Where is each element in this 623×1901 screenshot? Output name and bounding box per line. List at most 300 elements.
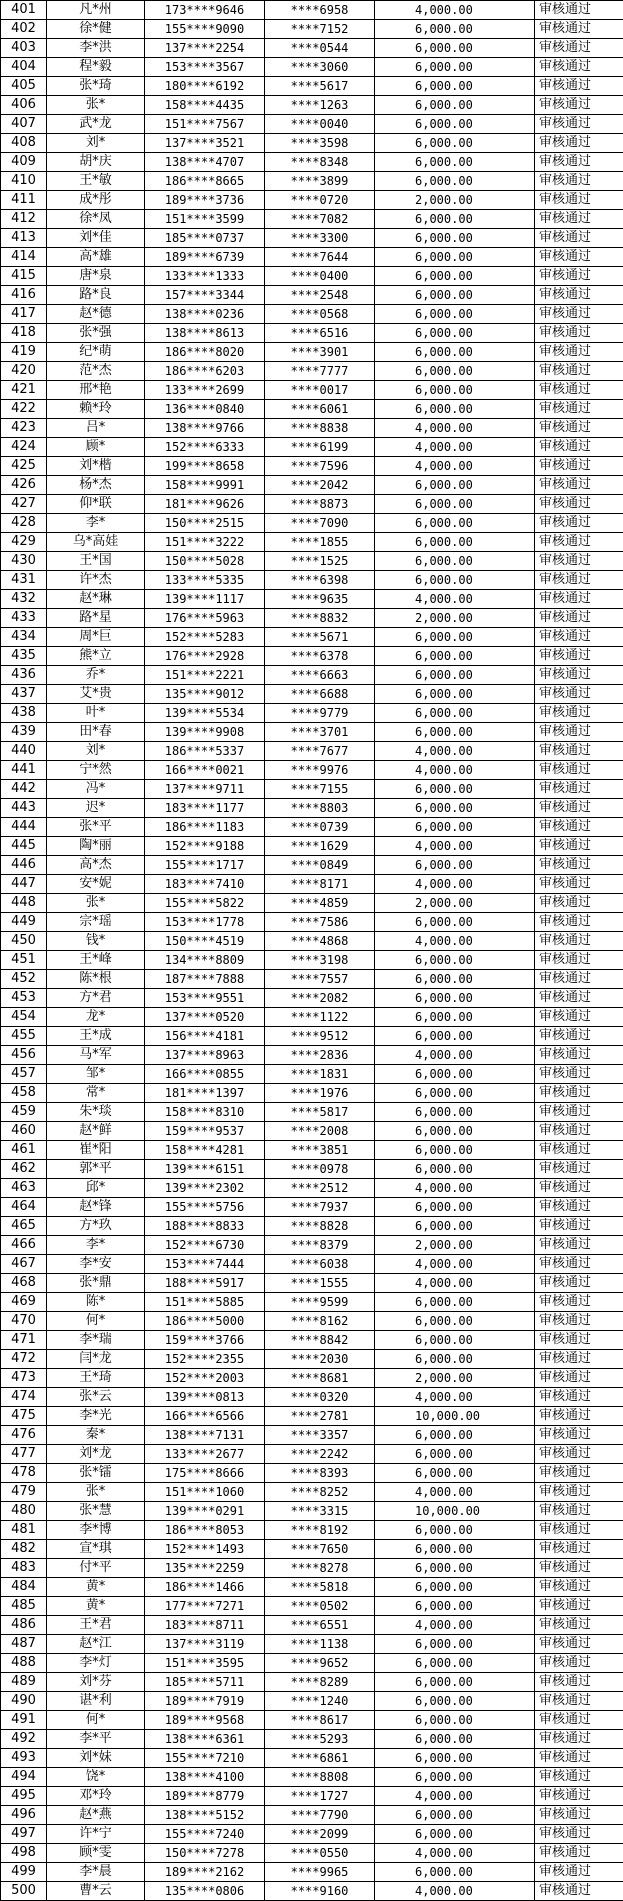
phone-number: 183****1177 xyxy=(145,799,265,818)
table-row xyxy=(1,1103,623,1122)
account-number: ****2548 xyxy=(265,286,375,305)
amount: 6,000.00 xyxy=(375,1217,535,1236)
table-row xyxy=(1,1806,623,1825)
amount: 6,000.00 xyxy=(375,1559,535,1578)
applicant-name: 王*琦 xyxy=(47,1369,145,1388)
status-text: 审核通过 xyxy=(535,1274,623,1293)
row-number: 419 xyxy=(1,343,47,362)
row-number: 415 xyxy=(1,267,47,286)
row-number: 463 xyxy=(1,1179,47,1198)
row-number: 432 xyxy=(1,590,47,609)
applicant-name: 刘*佳 xyxy=(47,229,145,248)
row-number: 454 xyxy=(1,1008,47,1027)
account-number: ****2242 xyxy=(265,1445,375,1464)
row-number: 465 xyxy=(1,1217,47,1236)
row-number: 424 xyxy=(1,438,47,457)
row-number: 485 xyxy=(1,1597,47,1616)
status-text: 审核通过 xyxy=(535,134,623,153)
amount: 6,000.00 xyxy=(375,229,535,248)
table-row xyxy=(1,685,623,704)
row-number: 414 xyxy=(1,248,47,267)
account-number: ****0400 xyxy=(265,267,375,286)
phone-number: 186****5337 xyxy=(145,742,265,761)
account-number: ****7937 xyxy=(265,1198,375,1217)
amount: 4,000.00 xyxy=(375,1,535,20)
status-text: 审核通过 xyxy=(535,1046,623,1065)
phone-number: 135****2259 xyxy=(145,1559,265,1578)
applicant-name: 赵*锋 xyxy=(47,1198,145,1217)
status-text: 审核通过 xyxy=(535,1882,623,1901)
applicant-name: 凡*州 xyxy=(47,1,145,20)
amount: 6,000.00 xyxy=(375,685,535,704)
account-number: ****0720 xyxy=(265,191,375,210)
phone-number: 152****6333 xyxy=(145,438,265,457)
status-text: 审核通过 xyxy=(535,856,623,875)
amount: 4,000.00 xyxy=(375,1046,535,1065)
amount: 4,000.00 xyxy=(375,742,535,761)
status-text: 审核通过 xyxy=(535,1084,623,1103)
row-number: 439 xyxy=(1,723,47,742)
status-text: 审核通过 xyxy=(535,1331,623,1350)
table-row xyxy=(1,1141,623,1160)
phone-number: 186****1183 xyxy=(145,818,265,837)
row-number: 443 xyxy=(1,799,47,818)
table-row xyxy=(1,96,623,115)
phone-number: 138****7131 xyxy=(145,1426,265,1445)
table-row xyxy=(1,58,623,77)
status-text: 审核通过 xyxy=(535,20,623,39)
phone-number: 159****3766 xyxy=(145,1331,265,1350)
amount: 6,000.00 xyxy=(375,1730,535,1749)
table-row xyxy=(1,1407,623,1426)
phone-number: 153****1778 xyxy=(145,913,265,932)
amount: 4,000.00 xyxy=(375,419,535,438)
applicant-name: 唐*泉 xyxy=(47,267,145,286)
amount: 6,000.00 xyxy=(375,324,535,343)
amount: 6,000.00 xyxy=(375,1673,535,1692)
amount: 6,000.00 xyxy=(375,856,535,875)
account-number: ****8803 xyxy=(265,799,375,818)
phone-number: 133****2699 xyxy=(145,381,265,400)
row-number: 430 xyxy=(1,552,47,571)
amount: 6,000.00 xyxy=(375,343,535,362)
phone-number: 189****3736 xyxy=(145,191,265,210)
table-row xyxy=(1,552,623,571)
status-text: 审核通过 xyxy=(535,1122,623,1141)
account-number: ****7644 xyxy=(265,248,375,267)
table-row xyxy=(1,1844,623,1863)
row-number: 476 xyxy=(1,1426,47,1445)
applicant-name: 赵*燕 xyxy=(47,1806,145,1825)
amount: 6,000.00 xyxy=(375,1863,535,1882)
status-text: 审核通过 xyxy=(535,1407,623,1426)
row-number: 490 xyxy=(1,1692,47,1711)
table-row xyxy=(1,799,623,818)
phone-number: 159****9537 xyxy=(145,1122,265,1141)
phone-number: 151****3595 xyxy=(145,1654,265,1673)
applicant-name: 邹* xyxy=(47,1065,145,1084)
table-row xyxy=(1,1730,623,1749)
amount: 6,000.00 xyxy=(375,1008,535,1027)
row-number: 474 xyxy=(1,1388,47,1407)
applicant-name: 高*雄 xyxy=(47,248,145,267)
row-number: 403 xyxy=(1,39,47,58)
status-text: 审核通过 xyxy=(535,476,623,495)
table-row xyxy=(1,115,623,134)
row-number: 472 xyxy=(1,1350,47,1369)
table-row xyxy=(1,514,623,533)
status-text: 审核通过 xyxy=(535,1369,623,1388)
applicant-name: 宣*琪 xyxy=(47,1540,145,1559)
status-text: 审核通过 xyxy=(535,1540,623,1559)
account-number: ****1976 xyxy=(265,1084,375,1103)
row-number: 492 xyxy=(1,1730,47,1749)
account-number: ****9160 xyxy=(265,1882,375,1901)
table-row xyxy=(1,1027,623,1046)
status-text: 审核通过 xyxy=(535,1825,623,1844)
applicant-name: 张*平 xyxy=(47,818,145,837)
amount: 6,000.00 xyxy=(375,20,535,39)
table-row xyxy=(1,818,623,837)
row-number: 405 xyxy=(1,77,47,96)
row-number: 468 xyxy=(1,1274,47,1293)
applicant-name: 范*杰 xyxy=(47,362,145,381)
amount: 6,000.00 xyxy=(375,1160,535,1179)
row-number: 471 xyxy=(1,1331,47,1350)
table-row xyxy=(1,1274,623,1293)
account-number: ****0739 xyxy=(265,818,375,837)
phone-number: 158****4281 xyxy=(145,1141,265,1160)
status-text: 审核通过 xyxy=(535,1597,623,1616)
applicant-name: 黄* xyxy=(47,1597,145,1616)
phone-number: 137****3521 xyxy=(145,134,265,153)
phone-number: 138****6361 xyxy=(145,1730,265,1749)
status-text: 审核通过 xyxy=(535,1863,623,1882)
applicant-name: 赖*玲 xyxy=(47,400,145,419)
row-number: 412 xyxy=(1,210,47,229)
status-text: 审核通过 xyxy=(535,1654,623,1673)
table-row xyxy=(1,1179,623,1198)
phone-number: 137****2254 xyxy=(145,39,265,58)
row-number: 482 xyxy=(1,1540,47,1559)
row-number: 466 xyxy=(1,1236,47,1255)
status-text: 审核通过 xyxy=(535,58,623,77)
amount: 6,000.00 xyxy=(375,305,535,324)
status-text: 审核通过 xyxy=(535,1179,623,1198)
amount: 2,000.00 xyxy=(375,609,535,628)
applicant-name: 安*妮 xyxy=(47,875,145,894)
row-number: 417 xyxy=(1,305,47,324)
account-number: ****8379 xyxy=(265,1236,375,1255)
table-row xyxy=(1,704,623,723)
amount: 2,000.00 xyxy=(375,1236,535,1255)
table-row xyxy=(1,1426,623,1445)
applicant-name: 常* xyxy=(47,1084,145,1103)
account-number: ****1629 xyxy=(265,837,375,856)
status-text: 审核通过 xyxy=(535,704,623,723)
phone-number: 151****5885 xyxy=(145,1293,265,1312)
table-row xyxy=(1,571,623,590)
applicant-name: 方*君 xyxy=(47,989,145,1008)
amount: 6,000.00 xyxy=(375,1578,535,1597)
applicant-name: 陈*根 xyxy=(47,970,145,989)
applicant-name: 李*博 xyxy=(47,1521,145,1540)
table-row xyxy=(1,533,623,552)
status-text: 审核通过 xyxy=(535,742,623,761)
status-text: 审核通过 xyxy=(535,894,623,913)
row-number: 420 xyxy=(1,362,47,381)
table-row xyxy=(1,1312,623,1331)
account-number: ****8278 xyxy=(265,1559,375,1578)
phone-number: 155****7240 xyxy=(145,1825,265,1844)
amount: 6,000.00 xyxy=(375,951,535,970)
row-number: 484 xyxy=(1,1578,47,1597)
account-number: ****9652 xyxy=(265,1654,375,1673)
status-text: 审核通过 xyxy=(535,552,623,571)
account-number: ****2836 xyxy=(265,1046,375,1065)
table-row xyxy=(1,1008,623,1027)
applicant-name: 许*宁 xyxy=(47,1825,145,1844)
amount: 4,000.00 xyxy=(375,1844,535,1863)
row-number: 409 xyxy=(1,153,47,172)
status-text: 审核通过 xyxy=(535,761,623,780)
account-number: ****6061 xyxy=(265,400,375,419)
table-row xyxy=(1,1236,623,1255)
account-number: ****9779 xyxy=(265,704,375,723)
status-text: 审核通过 xyxy=(535,400,623,419)
table-row xyxy=(1,77,623,96)
amount: 6,000.00 xyxy=(375,1768,535,1787)
applicant-name: 王*峰 xyxy=(47,951,145,970)
amount: 6,000.00 xyxy=(375,913,535,932)
phone-number: 133****1333 xyxy=(145,267,265,286)
account-number: ****3315 xyxy=(265,1502,375,1521)
applicant-name: 李* xyxy=(47,1236,145,1255)
phone-number: 152****6730 xyxy=(145,1236,265,1255)
account-number: ****9599 xyxy=(265,1293,375,1312)
account-number: ****8162 xyxy=(265,1312,375,1331)
table-row xyxy=(1,837,623,856)
amount: 6,000.00 xyxy=(375,780,535,799)
status-text: 审核通过 xyxy=(535,1844,623,1863)
amount: 6,000.00 xyxy=(375,400,535,419)
table-row xyxy=(1,970,623,989)
status-text: 审核通过 xyxy=(535,1559,623,1578)
account-number: ****7677 xyxy=(265,742,375,761)
status-text: 审核通过 xyxy=(535,1008,623,1027)
account-number: ****0544 xyxy=(265,39,375,58)
applicant-name: 刘* xyxy=(47,742,145,761)
amount: 6,000.00 xyxy=(375,1445,535,1464)
phone-number: 185****5711 xyxy=(145,1673,265,1692)
phone-number: 157****3344 xyxy=(145,286,265,305)
applicant-name: 刘*妹 xyxy=(47,1749,145,1768)
applicant-name: 邱* xyxy=(47,1179,145,1198)
status-text: 审核通过 xyxy=(535,343,623,362)
applicant-name: 叶* xyxy=(47,704,145,723)
phone-number: 137****9711 xyxy=(145,780,265,799)
account-number: ****7082 xyxy=(265,210,375,229)
table-body xyxy=(1,1,623,1901)
amount: 6,000.00 xyxy=(375,1749,535,1768)
applicant-name: 杨*杰 xyxy=(47,476,145,495)
status-text: 审核通过 xyxy=(535,39,623,58)
applicant-name: 武*龙 xyxy=(47,115,145,134)
table-row xyxy=(1,1825,623,1844)
account-number: ****7090 xyxy=(265,514,375,533)
applicant-name: 李* xyxy=(47,514,145,533)
table-row xyxy=(1,1502,623,1521)
phone-number: 151****3599 xyxy=(145,210,265,229)
phone-number: 150****4519 xyxy=(145,932,265,951)
amount: 4,000.00 xyxy=(375,1787,535,1806)
table-row xyxy=(1,932,623,951)
applicant-name: 宗*瑶 xyxy=(47,913,145,932)
account-number: ****1122 xyxy=(265,1008,375,1027)
account-number: ****3300 xyxy=(265,229,375,248)
amount: 6,000.00 xyxy=(375,1711,535,1730)
row-number: 402 xyxy=(1,20,47,39)
row-number: 440 xyxy=(1,742,47,761)
table-row xyxy=(1,913,623,932)
account-number: ****7777 xyxy=(265,362,375,381)
amount: 4,000.00 xyxy=(375,1483,535,1502)
status-text: 审核通过 xyxy=(535,951,623,970)
amount: 6,000.00 xyxy=(375,533,535,552)
status-text: 审核通过 xyxy=(535,1616,623,1635)
amount: 6,000.00 xyxy=(375,571,535,590)
table-row xyxy=(1,1350,623,1369)
applicant-name: 纪*萌 xyxy=(47,343,145,362)
applicant-name: 张*琦 xyxy=(47,77,145,96)
applicant-name: 赵*德 xyxy=(47,305,145,324)
account-number: ****0550 xyxy=(265,1844,375,1863)
applicant-name: 乌*高娃 xyxy=(47,533,145,552)
amount: 6,000.00 xyxy=(375,723,535,742)
table-row xyxy=(1,1160,623,1179)
status-text: 审核通过 xyxy=(535,115,623,134)
table-row xyxy=(1,1,623,20)
amount: 6,000.00 xyxy=(375,58,535,77)
status-text: 审核通过 xyxy=(535,96,623,115)
phone-number: 150****5028 xyxy=(145,552,265,571)
amount: 4,000.00 xyxy=(375,1179,535,1198)
applicant-name: 张*强 xyxy=(47,324,145,343)
status-text: 审核通过 xyxy=(535,1635,623,1654)
account-number: ****6861 xyxy=(265,1749,375,1768)
account-number: ****8681 xyxy=(265,1369,375,1388)
applicant-name: 何* xyxy=(47,1312,145,1331)
status-text: 审核通过 xyxy=(535,381,623,400)
account-number: ****6038 xyxy=(265,1255,375,1274)
table-row xyxy=(1,1483,623,1502)
status-text: 审核通过 xyxy=(535,1787,623,1806)
row-number: 416 xyxy=(1,286,47,305)
row-number: 497 xyxy=(1,1825,47,1844)
table-row xyxy=(1,229,623,248)
phone-number: 189****7919 xyxy=(145,1692,265,1711)
applicant-name: 胡*庆 xyxy=(47,153,145,172)
amount: 6,000.00 xyxy=(375,39,535,58)
amount: 6,000.00 xyxy=(375,647,535,666)
row-number: 451 xyxy=(1,951,47,970)
applicant-name: 赵*江 xyxy=(47,1635,145,1654)
table-row xyxy=(1,1293,623,1312)
amount: 6,000.00 xyxy=(375,1103,535,1122)
amount: 4,000.00 xyxy=(375,875,535,894)
table-row xyxy=(1,343,623,362)
status-text: 审核通过 xyxy=(535,1673,623,1692)
account-number: ****1263 xyxy=(265,96,375,115)
row-number: 483 xyxy=(1,1559,47,1578)
account-number: ****8832 xyxy=(265,609,375,628)
amount: 6,000.00 xyxy=(375,134,535,153)
table-row xyxy=(1,1369,623,1388)
applicant-name: 李*瑞 xyxy=(47,1331,145,1350)
phone-number: 138****4707 xyxy=(145,153,265,172)
row-number: 458 xyxy=(1,1084,47,1103)
account-number: ****3901 xyxy=(265,343,375,362)
table-row xyxy=(1,1616,623,1635)
account-number: ****4859 xyxy=(265,894,375,913)
phone-number: 176****5963 xyxy=(145,609,265,628)
status-text: 审核通过 xyxy=(535,1464,623,1483)
applicant-name: 赵*琳 xyxy=(47,590,145,609)
account-number: ****8808 xyxy=(265,1768,375,1787)
applicant-name: 路*良 xyxy=(47,286,145,305)
table-row xyxy=(1,457,623,476)
row-number: 433 xyxy=(1,609,47,628)
account-number: ****8348 xyxy=(265,153,375,172)
applicant-name: 闫*龙 xyxy=(47,1350,145,1369)
account-number: ****8873 xyxy=(265,495,375,514)
applicant-name: 朱*琰 xyxy=(47,1103,145,1122)
status-text: 审核通过 xyxy=(535,666,623,685)
account-number: ****9965 xyxy=(265,1863,375,1882)
status-text: 审核通过 xyxy=(535,1065,623,1084)
account-number: ****3851 xyxy=(265,1141,375,1160)
row-number: 478 xyxy=(1,1464,47,1483)
applicant-name: 黄* xyxy=(47,1578,145,1597)
status-text: 审核通过 xyxy=(535,305,623,324)
account-number: ****6551 xyxy=(265,1616,375,1635)
phone-number: 187****7888 xyxy=(145,970,265,989)
phone-number: 133****5335 xyxy=(145,571,265,590)
applicant-name: 吕* xyxy=(47,419,145,438)
applicant-name: 赵*鲜 xyxy=(47,1122,145,1141)
account-number: ****6378 xyxy=(265,647,375,666)
status-text: 审核通过 xyxy=(535,438,623,457)
status-text: 审核通过 xyxy=(535,1198,623,1217)
table-row xyxy=(1,495,623,514)
status-text: 审核通过 xyxy=(535,1,623,20)
applicant-name: 陶*丽 xyxy=(47,837,145,856)
row-number: 428 xyxy=(1,514,47,533)
phone-number: 153****9551 xyxy=(145,989,265,1008)
row-number: 455 xyxy=(1,1027,47,1046)
phone-number: 155****7210 xyxy=(145,1749,265,1768)
phone-number: 186****8053 xyxy=(145,1521,265,1540)
amount: 6,000.00 xyxy=(375,552,535,571)
amount: 10,000.00 xyxy=(375,1407,535,1426)
status-text: 审核通过 xyxy=(535,514,623,533)
phone-number: 186****5000 xyxy=(145,1312,265,1331)
row-number: 493 xyxy=(1,1749,47,1768)
row-number: 479 xyxy=(1,1483,47,1502)
table-row xyxy=(1,856,623,875)
table-row xyxy=(1,647,623,666)
table-row xyxy=(1,286,623,305)
